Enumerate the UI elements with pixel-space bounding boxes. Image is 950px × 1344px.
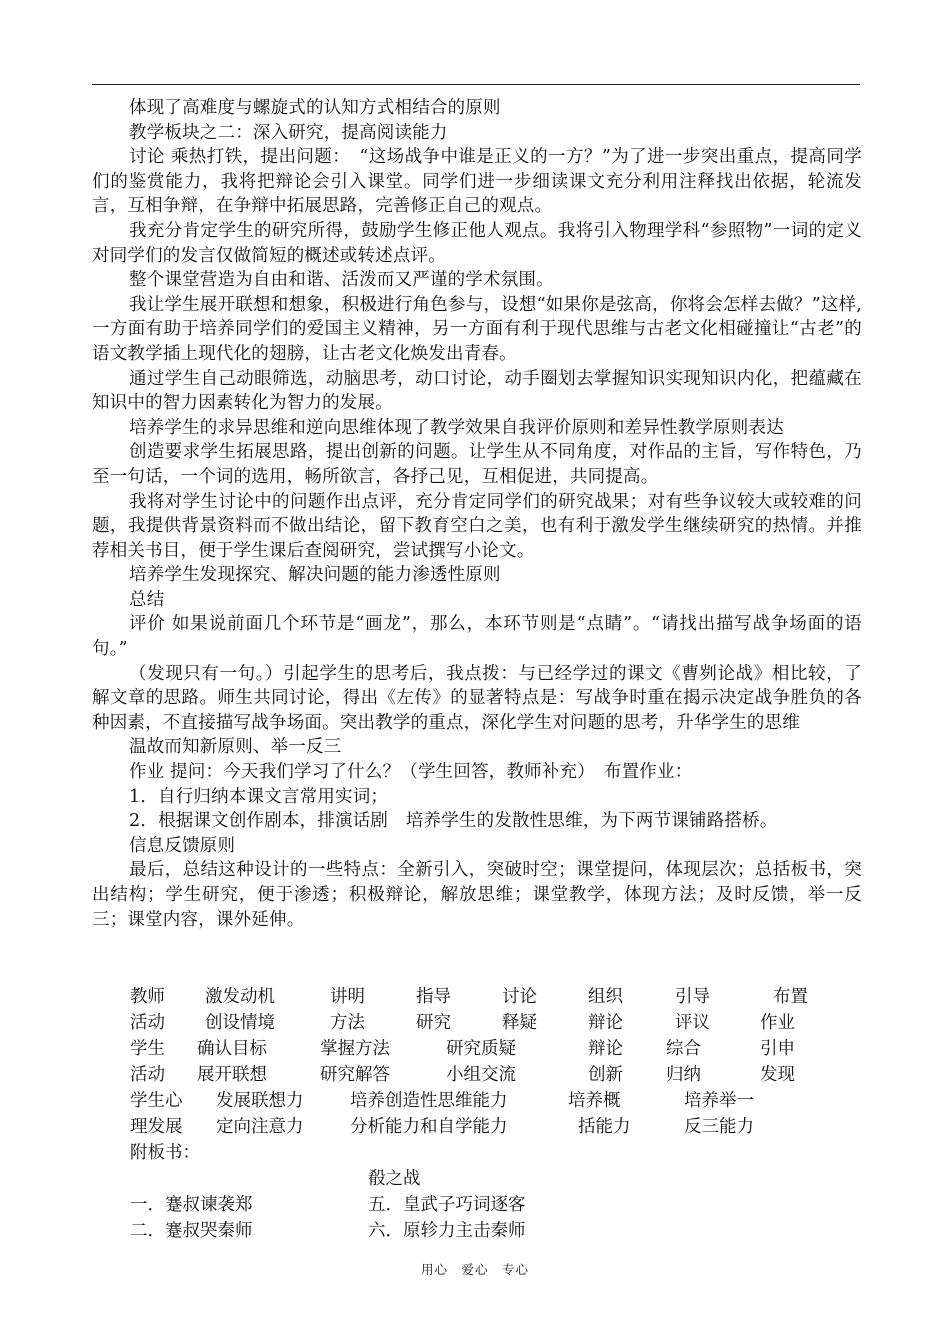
paragraph: 1．自行归纳本课文言常用实词；	[129, 786, 389, 807]
table-cell: 活动	[130, 1065, 165, 1085]
table-cell: 归纳	[666, 1065, 701, 1085]
paragraph: 通过学生自己动眼筛选，动脑思考，动口讨论，动手圈划去掌握知识实现知识内化，把蕴藏在知识中的智力因素转化为智力的发展。	[92, 368, 862, 414]
paragraph: 温故而知新原则、举一反三	[129, 737, 342, 758]
table-cell: 发展联想力	[216, 1091, 304, 1111]
board-label: 附板书：	[130, 1143, 200, 1163]
paragraph: 创造要求学生拓展思路，提出创新的问题。让学生从不同角度，对作品的主旨，写作特色，乃至一句话，一个词的选用，畅所欲言，各抒己见，互相促进，共同提高。	[92, 442, 862, 487]
table-cell: 分析能力和自学能力	[350, 1117, 508, 1137]
table-cell: 展开联想	[197, 1065, 267, 1085]
table-cell: 引申	[760, 1039, 795, 1059]
paragraph: 整个课堂营造为自由和谐、活泼而又严谨的学术氛围。	[129, 270, 554, 291]
paragraph: 最后，总结这种设计的一些特点：全新引入，突破时空；课堂提问，体现层次；总括板书，突出结构；学生研究，便于渗透；积极辩论，解放思维；课堂教学，体现方法；及时反馈，举一反三；课堂内容，课外延伸。	[92, 860, 862, 930]
paragraph: 2．根据课文创作剧本，排演话剧 培养学生的发散性思维，为下两节课铺路搭桥。	[129, 811, 778, 832]
board-item: 六．原轸力主击秦师	[368, 1221, 526, 1241]
table-cell: 作业	[760, 1013, 795, 1033]
table-cell: 反三能力	[684, 1117, 754, 1137]
table-cell: 创新	[588, 1065, 623, 1085]
paragraph: 体现了高难度与螺旋式的认知方式相结合的原则	[129, 98, 501, 118]
table-cell: 定向注意力	[216, 1117, 304, 1137]
paragraph: 培养学生的求异思维和逆向思维体现了教学效果自我评价原则和差异性教学原则表达	[129, 417, 784, 438]
table-cell: 掌握方法	[320, 1039, 390, 1059]
table-cell: 辩论	[588, 1013, 623, 1033]
table-cell: 小组交流	[446, 1065, 516, 1085]
table-cell: 学生	[130, 1039, 165, 1059]
table-cell: 研究解答	[320, 1065, 390, 1085]
board-title: 殽之战	[368, 1169, 421, 1189]
table-cell: 研究	[416, 1013, 451, 1033]
table-cell: 指导	[416, 987, 451, 1007]
table-cell: 讨论	[502, 987, 537, 1007]
table-cell: 创设情境	[205, 1013, 275, 1033]
table-cell: 综合	[666, 1039, 701, 1059]
paragraph: （发现只有一句。）引起学生的思考后，我点拨：与已经学过的课文《曹刿论战》相比较，了解文章的思路。师生共同讨论，得出《左传》的显著特点是：写战争时重在揭示决定战争胜负的各种因素，不直接描写战争场面。突出教学的重点，深化学生对问题的思考，升华学生的思维	[92, 663, 862, 733]
paragraph: 评价 如果说前面几个环节是“画龙”，那么，本环节则是“点睛”。“请找出描写战争场面的语句。”	[92, 614, 862, 660]
table-cell: 学生心	[130, 1091, 183, 1111]
table-cell: 激发动机	[205, 987, 275, 1007]
table-cell: 布置	[773, 987, 808, 1007]
paragraph: 信息反馈原则	[129, 835, 236, 856]
table-cell: 释疑	[502, 1013, 537, 1033]
table-cell: 发现	[760, 1065, 795, 1085]
table-cell: 讲明	[330, 987, 365, 1007]
table-cell: 研究质疑	[446, 1039, 516, 1059]
table-cell: 培养举一	[684, 1091, 754, 1111]
board-item: 五．皇武子巧词逐客	[368, 1195, 526, 1215]
table-cell: 理发展	[130, 1117, 183, 1137]
table-cell: 培养创造性思维能力	[350, 1091, 508, 1111]
board-item: 二．蹇叔哭秦师	[130, 1221, 253, 1241]
table-cell: 组织	[588, 987, 623, 1007]
table-cell: 培养概	[568, 1091, 621, 1111]
table-cell: 引导	[675, 987, 710, 1007]
paragraph: 总结	[129, 589, 165, 610]
page-footer: 用心 爱心 专心	[420, 1262, 529, 1277]
paragraph: 讨论 乘热打铁，提出问题： “这场战争中谁是正义的一方？”为了进一步突出重点，提高同学们的鉴赏能力，我将把辩论会引入课堂。同学们进一步细读课文充分利用注释找出依据，轮流发言，互相争辩，在争辩中拓展思路，完善修正自己的观点。	[92, 147, 862, 217]
table-cell: 确认目标	[197, 1039, 267, 1059]
table-cell: 方法	[330, 1013, 365, 1033]
table-cell: 辩论	[588, 1039, 623, 1059]
paragraph: 我让学生展开联想和想象，积极进行角色参与，设想“如果你是弦高，你将会怎样去做？”这样,一方面有助于培养同学们的爱国主义精神，另一方面有利于现代思维与古老文化相碰撞让“古老”的语文教学插上现代化的翅膀，让古老文化焕发出青春。	[92, 294, 862, 364]
table-cell: 括能力	[578, 1117, 631, 1137]
paragraph: 我将对学生讨论中的问题作出点评，充分肯定同学们的研究战果；对有些争议较大或较难的问题，我提供背景资料而不做出结论，留下教育空白之美，也有利于激发学生继续研究的热情。并推荐相关书目，便于学生课后查阅研究，尝试撰写小论文。	[92, 491, 862, 561]
table-cell: 评议	[675, 1013, 710, 1033]
board-item: 一．蹇叔谏袭郑	[130, 1195, 253, 1215]
paragraph: 教学板块之二：深入研究，提高阅读能力	[129, 122, 448, 143]
paragraph: 培养学生发现探究、解决问题的能力渗透性原则	[129, 565, 501, 586]
table-cell: 活动	[130, 1013, 165, 1033]
table-cell: 教师	[130, 987, 165, 1007]
paragraph: 我充分肯定学生的研究所得，鼓励学生修正他人观点。我将引入物理学科“参照物”一词的定义对同学们的发言仅做简短的概述或转述点评。	[92, 220, 862, 266]
paragraph: 作业 提问：今天我们学习了什么？（学生回答，教师补充） 布置作业：	[129, 762, 693, 783]
